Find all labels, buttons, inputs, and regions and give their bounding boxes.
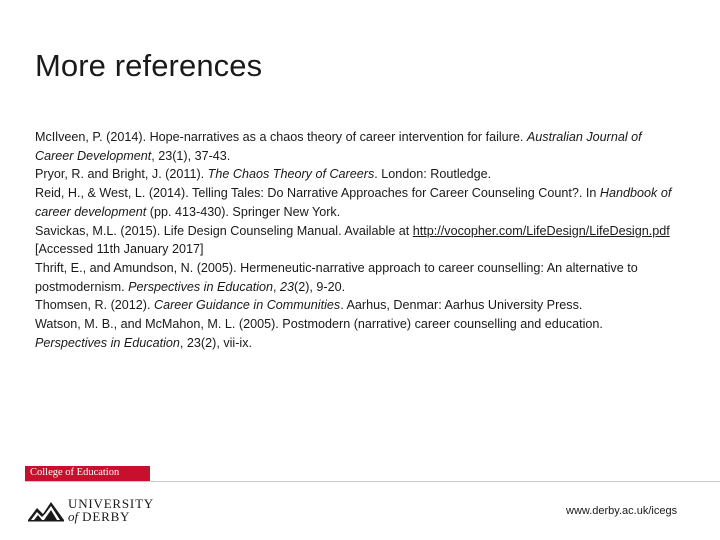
footer-divider <box>25 481 720 482</box>
reference-text: McIlveen, P. (2014). Hope-narratives as a chaos theory of career intervention for failure. <box>35 130 527 144</box>
slide-title: More references <box>35 48 263 83</box>
reference-list <box>35 128 675 352</box>
reference-text: Thomsen, R. (2012). <box>35 298 154 313</box>
reference-item <box>35 259 675 296</box>
reference-italic-text: Career Guidance in Communities <box>154 298 341 313</box>
reference-item <box>35 315 675 352</box>
reference-italic-text: Handbook of career development <box>35 186 672 219</box>
reference-text: Watson, M. B., and McMahon, M. L. (2005). Postmodern (narrative) career counselling and education. <box>35 317 603 332</box>
reference-text: , <box>273 279 281 294</box>
logo-text-of-derby <box>68 509 130 525</box>
reference-link[interactable]: http://vocopher.com/LifeDesign/LifeDesign.pdf <box>412 223 670 238</box>
reference-text: , 23(2), vii-ix. <box>179 335 252 350</box>
reference-text: . Aarhus, Denmar: Aarhus University Press. <box>340 298 583 313</box>
logo-text-of: of <box>68 509 79 524</box>
reference-item <box>35 296 675 315</box>
reference-item <box>35 128 675 165</box>
reference-text: . London: Routledge. <box>374 167 492 182</box>
reference-text: (2), 9-20. <box>294 279 346 294</box>
reference-italic-text: The Chaos Theory of Careers <box>207 167 375 182</box>
university-logo <box>27 496 155 526</box>
reference-italic-text: 23 <box>280 279 295 294</box>
reference-text: Reid, H., & West, L. (2014). Telling Tales: Do Narrative Approaches for Career Counseling Count?. In <box>35 186 600 201</box>
logo-text-university: UNIVERSITY <box>68 496 154 511</box>
reference-item <box>35 222 675 259</box>
website-url[interactable]: www.derby.ac.uk/icegs <box>566 505 678 517</box>
reference-text: Savickas, M.L. (2015). Life Design Counseling Manual. Available at <box>35 223 413 238</box>
reference-text: , 23(1), 37-43. <box>151 148 231 163</box>
reference-item <box>35 165 675 184</box>
reference-text: [Accessed 11th January 2017] <box>35 242 204 257</box>
reference-italic-text: Perspectives in Education <box>128 279 274 294</box>
college-label: College of Education <box>30 467 120 478</box>
reference-italic-text: Perspectives in Education <box>35 335 180 350</box>
university-of-derby-logo-icon <box>27 496 65 522</box>
reference-text: Thrift, E., and Amundson, N. (2005). Hermeneutic-narrative approach to career counselling: An alternative to postmodernism. <box>35 260 638 294</box>
reference-italic-text: Australian Journal of Career Development <box>35 130 642 163</box>
logo-text-derby: DERBY <box>78 509 131 524</box>
reference-item <box>35 184 675 221</box>
reference-text: (pp. 413-430). Springer New York. <box>146 204 341 219</box>
reference-text: Pryor, R. and Bright, J. (2011). <box>35 167 208 182</box>
college-banner <box>25 466 150 481</box>
